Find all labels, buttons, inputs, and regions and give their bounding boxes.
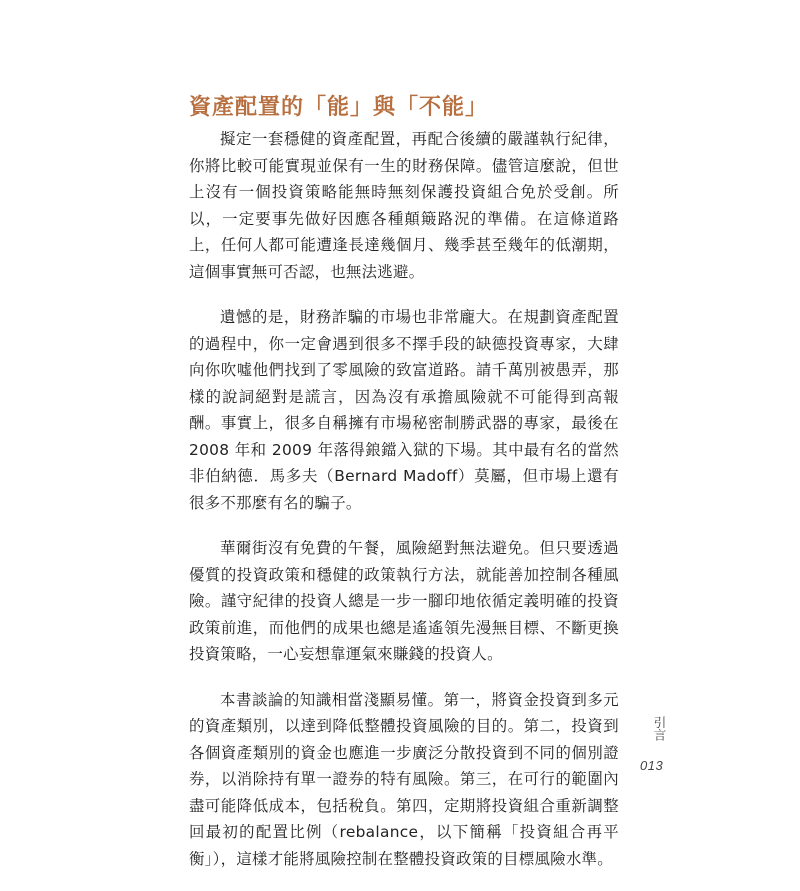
paragraph-1: 擬定一套穩健的資產配置，再配合後續的嚴謹執行紀律，你將比較可能實現並保有一生的財務保障。儘管這麼說，但世上沒有一個投資策略能無時無刻保護投資組合免於受創。所以，一定要事先做好因應各種顛簸路況的準備。在這條道路上，任何人都可能遭逢長達幾個月、幾季甚至幾年的低潮期，這個事實無可否認，也無法逃避。 <box>189 130 619 281</box>
page-number: 013 <box>640 758 664 773</box>
paragraph-2: 遺憾的是，財務詐騙的市場也非常龐大。在規劃資產配置的過程中，你一定會遇到很多不擇手段的缺德投資專家，大肆向你吹噓他們找到了零風險的致富道路。請千萬別被愚弄，那樣的說詞絕對是謊言，因為沒有承擔風險就不可能得到高報酬。事實上，很多自稱擁有市場秘密制勝武器的專家，最後在 2008 年和 2009 年落得鋃鐺入獄的下場。其中最有名的當然非伯納德．馬多夫（Bernard Madoff）莫屬，但市場上還有很多不那麼有名的騙子。 <box>189 308 619 512</box>
paragraph-4: 本書談論的知識相當淺顯易懂。第一，將資金投資到多元的資產類別，以達到降低整體投資風險的目的。第二，投資到各個資產類別的資金也應進一步廣泛分散投資到不同的個別證券，以消除持有單一證券的特有風險。第三，在可行的範圍內盡可能降低成本，包括稅負。第四，定期將投資組合重新調整回最初的配置比例（rebalance，以下簡稱「投資組合再平衡」），這樣才能將風險控制在整體投資政策的目標風險水準。 <box>189 690 619 868</box>
section-heading: 資產配置的「能」與「不能」 <box>189 95 489 120</box>
paragraph-3: 華爾街沒有免費的午餐，風險絕對無法避免。但只要透過優質的投資政策和穩健的政策執行方法，就能善加控制各種風險。謹守紀律的投資人總是一步一腳印地依循定義明確的投資政策前進，而他們的成果也總是遙遙領先漫無目標、不斷更換投資策略，一心妄想靠運氣來賺錢的投資人。 <box>189 539 619 663</box>
body-text <box>189 126 619 891</box>
chapter-side-label: 引言 <box>652 716 667 741</box>
